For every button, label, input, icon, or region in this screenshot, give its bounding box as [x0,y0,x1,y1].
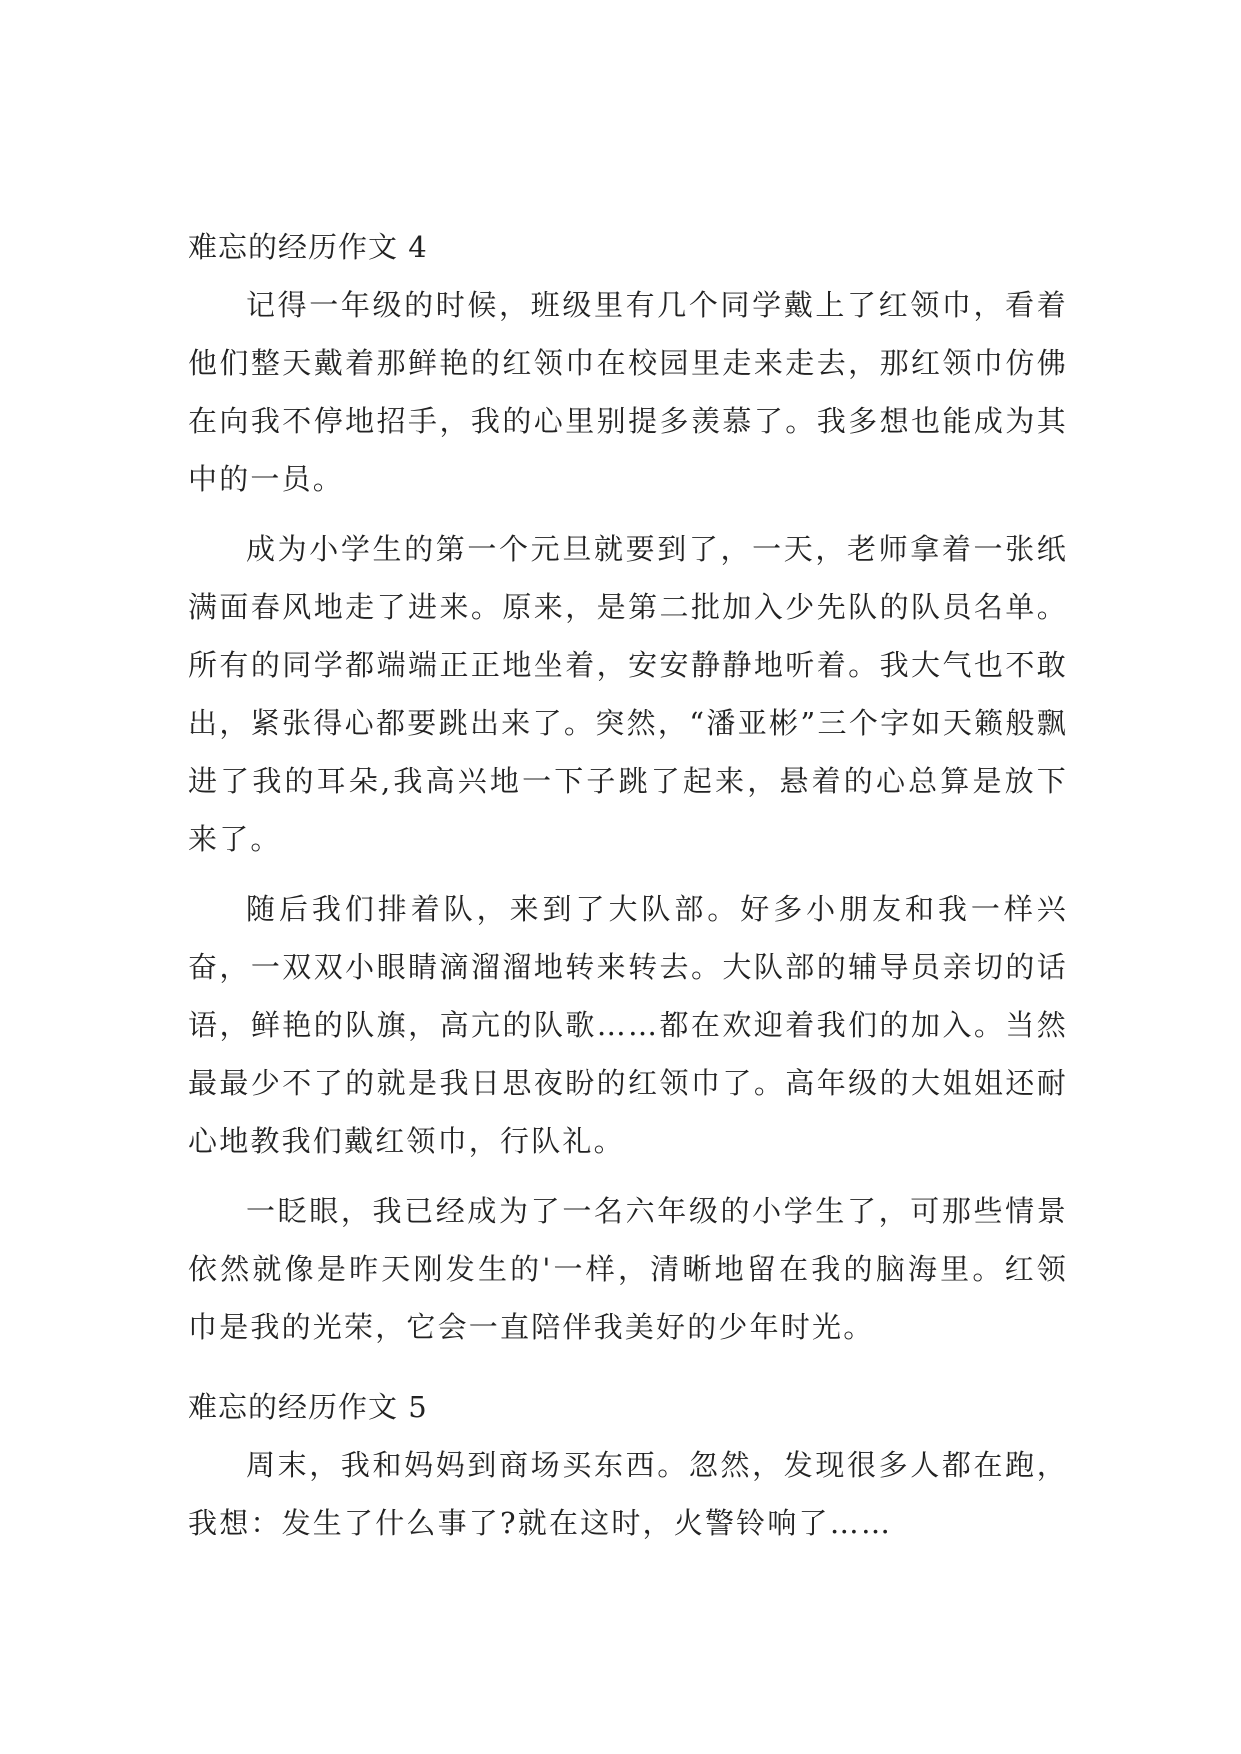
essay-paragraph: 随后我们排着队，来到了大队部。好多小朋友和我一样兴奋，一双双小眼睛滴溜溜地转来转去。大队部的辅导员亲切的话语，鲜艳的队旗，高亢的队歌……都在欢迎着我们的加入。当然最最少不了的就是我日思夜盼的红领巾了。高年级的大姐姐还耐心地教我们戴红领巾，行队礼。 [188,892,1068,1158]
essay-section-5 [188,1378,1068,1552]
essay-paragraph: 一眨眼，我已经成为了一名六年级的小学生了，可那些情景依然就像是昨天刚发生的'一样，清晰地留在我的脑海里。红领巾是我的光荣，它会一直陪伴我美好的少年时光。 [188,1194,1068,1344]
essay-paragraph: 记得一年级的时候，班级里有几个同学戴上了红领巾，看着他们整天戴着那鲜艳的红领巾在校园里走来走去，那红领巾仿佛在向我不停地招手，我的心里别提多羡慕了。我多想也能成为其中的一员。 [188,288,1068,496]
essay-paragraph: 周末，我和妈妈到商场买东西。忽然，发现很多人都在跑，我想：发生了什么事了?就在这时，火警铃响了…… [188,1448,1068,1540]
essay-title: 难忘的经历作文 5 [188,1390,428,1424]
essay-section-4 [188,218,1068,1356]
document-page [188,0,1068,1754]
essay-paragraph: 成为小学生的第一个元旦就要到了，一天，老师拿着一张纸满面春风地走了进来。原来，是第二批加入少先队的队员名单。所有的同学都端端正正地坐着，安安静静地听着。我大气也不敢出，紧张得心都要跳出来了。突然，“潘亚彬”三个字如天籁般飘进了我的耳朵,我高兴地一下子跳了起来，悬着的心总算是放下来了。 [188,532,1068,856]
essay-title: 难忘的经历作文 4 [188,230,428,264]
